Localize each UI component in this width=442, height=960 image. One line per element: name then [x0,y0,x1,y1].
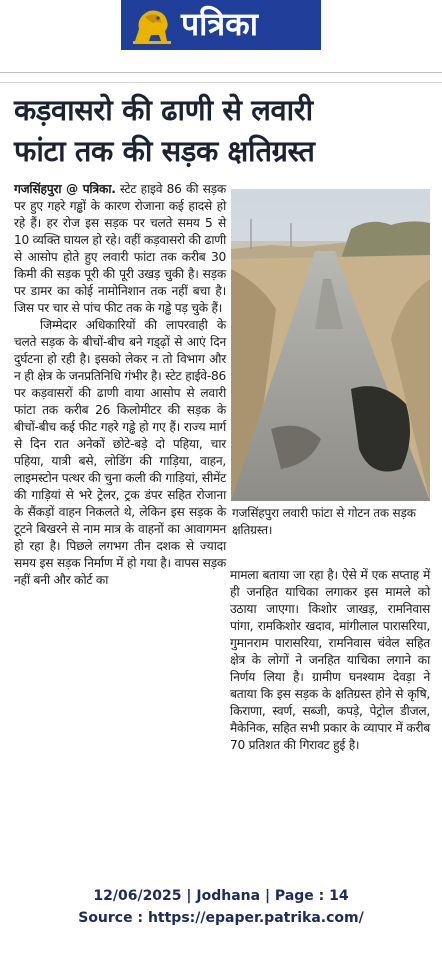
headline-line-1: कड़वासरो की ढाणी से लवारी [14,93,313,127]
damaged-road-photo [231,189,430,501]
dateline: गजसिंहपुरा @ पत्रिका. [14,182,116,196]
edition-info: 12/06/2025 | Jodhana | Page : 14 [93,888,349,904]
article-paragraph-2: जिम्मेदार अधिकारियों की लापरवाही के चलते सड़क के बीचों-बीच बने गड्ढ़ों से आएं दिन दुर्घटना हो रही है। इसको लेकर न तो विभाग और न ही क्षेत्र के जनप्रतिनिधि गंभीर है। स्टेट हाईवे-86 पर कड़वासरों की ढाणी वाया आसोप से लवारी फांटा तक करीब 26 किलोमीटर की सड़क के बीचों-बीच कई फीट गहरे गड्ढे हो गए हैं। राज्य मार्ग से दिन रात अनेकों छोटे-बड़े दो पहिया, चार पहिया, यात्री बसे, लोडिंग की गाड़िया, वाहन, लाइमस्टोन पत्थर की चुना कली की गाड़ियां, सीमेंट की गाड़ियां से भरे ट्रेलर, ट्रक डंपर सहित रोजाना के सैंकड़ों वाहन निकलते थे, लेकिन इस सड़क के टूटने बिखरने से नाम मात्र के वाहनों का आवागमन हो रहा है। पिछले लगभग तीन दशक से ज्यादा समय इस सड़क निर्माण में हो गया है। वापस सड़क नहीं बनी और कोर्ट का [14,318,226,587]
article-column-left [14,181,226,589]
header-rule-secondary [0,82,442,83]
header-rule [0,72,442,73]
masthead [121,0,321,50]
brand-wordmark[interactable]: पत्रिका [181,5,258,43]
headline-line-2: फांटा तक की सड़क क्षतिग्रस्त [14,134,315,168]
article-headline [14,90,434,172]
article-column-right [230,567,430,754]
lion-emblem-icon [131,3,173,45]
article-paragraph-3: मामला बताया जा रहा है। ऐसे में एक सप्ताह में ही जनहित याचिका लगाकर इस मामले को उठाया जाएगा। किशोर जाखड़, रामनिवास पांगा, रामकिशोर खदाव, मांगीलाल पारासरिया, गुमानराम पारासरिया, रामनिवास चंवेल सहित क्षेत्र के लोगों ने जनहित याचिका लगाने का निर्णय लिया है। ग्रामीण घनश्याम देवड़ा ने बताया कि इस सड़क के क्षतिग्रस्त होने से कृषि, किराणा, स्वर्ण, सब्जी, कपड़े, पेट्रोल डीजल, मैकेनिक, सहित सभी प्रकार के व्यापार में करीब 70 प्रतिशत की गिरावट हुई है। [230,568,430,752]
article-photo [231,189,430,501]
article-paragraph-1: स्टेट हाइवे 86 की सड़क पर हुए गहरे गड्ढों के कारण रोजाना कई हादसे हो रहे हैं। हर रोज इस सड़क पर चलते समय 5 से 10 व्यक्ति घायल हो रहे। वहीं कड़वासरो की ढाणी से आसोप होते हुए लवारी फांटा तक करीब 30 किमी की सड़क पूरी की पूरी उखड़ चुकी है। सड़क पर डामर का कोई नामोनिशान तक नहीं बचा है। जिस पर चार से पांच फीट तक के गड्ढे पड़ चुके हैं। [14,182,226,315]
source-link[interactable]: Source : https://epaper.patrika.com/ [78,910,364,926]
photo-caption: गजसिंहपुरा लवारी फांटा से गोटन तक सड़क क्षतिग्रस्त। [232,506,416,537]
